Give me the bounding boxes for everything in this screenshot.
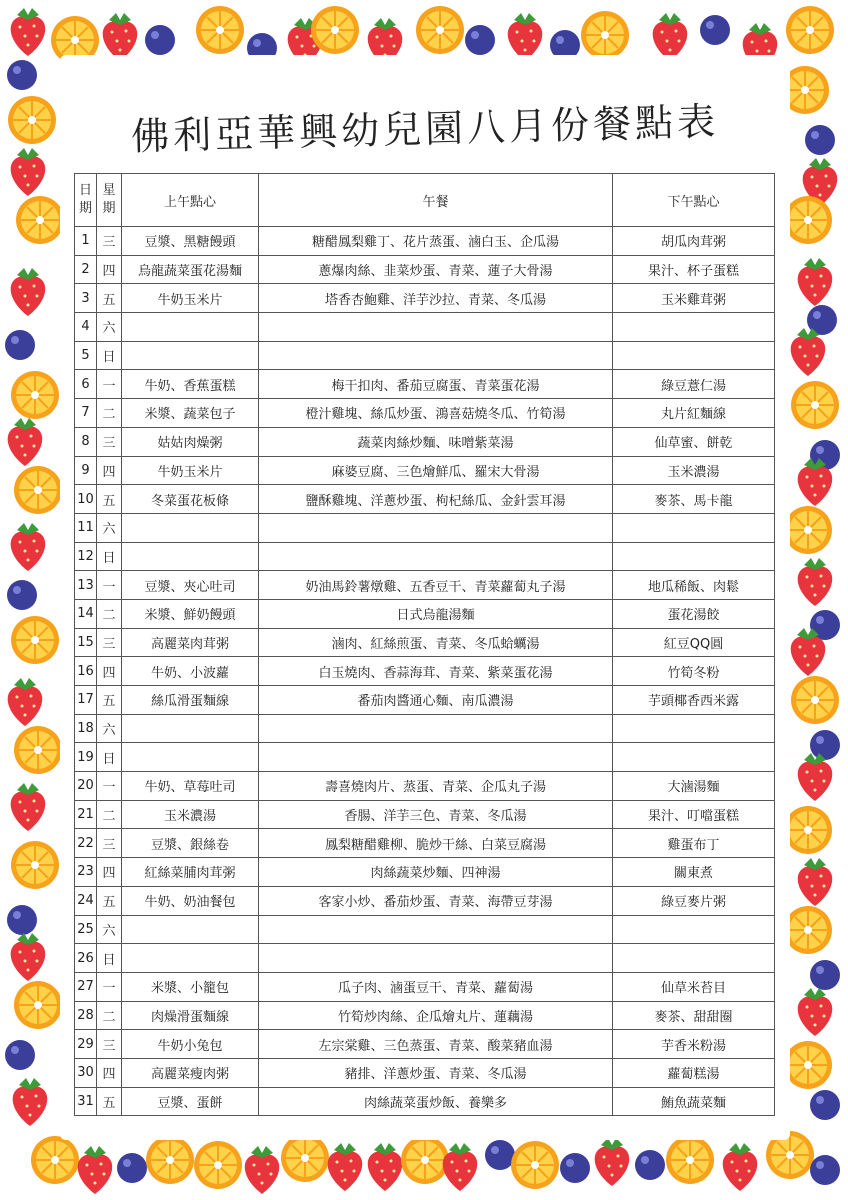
weekday-cell: 六 — [97, 313, 122, 342]
date-cell: 21 — [75, 800, 97, 829]
morning-snack-cell: 高麗菜肉茸粥 — [122, 628, 259, 657]
weekday-cell: 四 — [97, 1058, 122, 1087]
lunch-cell: 滷肉、紅絲煎蛋、青菜、冬瓜蛤蠣湯 — [259, 628, 613, 657]
afternoon-snack-cell: 大滷湯麵 — [613, 772, 775, 801]
header-morning-snack: 上午點心 — [122, 174, 259, 227]
weekday-cell: 五 — [97, 485, 122, 514]
table-row — [75, 915, 775, 944]
weekday-cell: 四 — [97, 858, 122, 887]
afternoon-snack-cell — [613, 513, 775, 542]
morning-snack-cell: 肉燥滑蛋麵線 — [122, 1001, 259, 1030]
table-row — [75, 714, 775, 743]
weekday-cell: 四 — [97, 456, 122, 485]
afternoon-snack-cell: 地瓜稀飯、肉鬆 — [613, 571, 775, 600]
table-row — [75, 427, 775, 456]
afternoon-snack-cell — [613, 714, 775, 743]
weekday-cell: 一 — [97, 370, 122, 399]
weekday-cell: 五 — [97, 1087, 122, 1116]
weekday-cell: 六 — [97, 915, 122, 944]
morning-snack-cell: 高麗菜瘦肉粥 — [122, 1058, 259, 1087]
morning-snack-cell — [122, 341, 259, 370]
afternoon-snack-cell: 鮪魚蔬菜麵 — [613, 1087, 775, 1116]
afternoon-snack-cell: 紅豆QQ圓 — [613, 628, 775, 657]
weekday-cell: 二 — [97, 1001, 122, 1030]
lunch-cell: 蔥爆肉絲、韭菜炒蛋、青菜、蓮子大骨湯 — [259, 255, 613, 284]
header-lunch: 午餐 — [259, 174, 613, 227]
lunch-cell — [259, 313, 613, 342]
date-cell: 1 — [75, 227, 97, 256]
morning-snack-cell: 豆漿、蛋餅 — [122, 1087, 259, 1116]
afternoon-snack-cell: 綠豆麥片粥 — [613, 886, 775, 915]
date-cell: 22 — [75, 829, 97, 858]
date-cell: 2 — [75, 255, 97, 284]
lunch-cell — [259, 944, 613, 973]
afternoon-snack-cell: 綠豆薏仁湯 — [613, 370, 775, 399]
date-cell: 26 — [75, 944, 97, 973]
weekday-cell: 三 — [97, 829, 122, 858]
date-cell: 24 — [75, 886, 97, 915]
date-cell: 30 — [75, 1058, 97, 1087]
morning-snack-cell — [122, 915, 259, 944]
date-cell: 29 — [75, 1030, 97, 1059]
header-date: 日 期 — [75, 174, 97, 227]
morning-snack-cell: 牛奶、奶油餐包 — [122, 886, 259, 915]
morning-snack-cell — [122, 313, 259, 342]
table-row — [75, 886, 775, 915]
morning-snack-cell: 牛奶、小波蘿 — [122, 657, 259, 686]
morning-snack-cell: 冬菜蛋花板條 — [122, 485, 259, 514]
weekday-cell: 三 — [97, 227, 122, 256]
date-cell: 11 — [75, 513, 97, 542]
lunch-cell — [259, 714, 613, 743]
weekday-cell: 日 — [97, 542, 122, 571]
table-row — [75, 399, 775, 428]
table-row — [75, 858, 775, 887]
morning-snack-cell: 牛奶、草莓吐司 — [122, 772, 259, 801]
weekday-cell: 六 — [97, 714, 122, 743]
afternoon-snack-cell: 仙草米苔目 — [613, 972, 775, 1001]
table-row — [75, 513, 775, 542]
date-cell: 19 — [75, 743, 97, 772]
morning-snack-cell: 烏龍蔬菜蛋花湯麵 — [122, 255, 259, 284]
afternoon-snack-cell — [613, 915, 775, 944]
morning-snack-cell: 牛奶玉米片 — [122, 456, 259, 485]
weekday-cell: 一 — [97, 772, 122, 801]
table-row — [75, 370, 775, 399]
table-row — [75, 542, 775, 571]
lunch-cell: 鹽酥雞塊、洋蔥炒蛋、枸杞絲瓜、金針雲耳湯 — [259, 485, 613, 514]
lunch-cell — [259, 743, 613, 772]
menu-table — [74, 173, 775, 1116]
morning-snack-cell — [122, 542, 259, 571]
lunch-cell — [259, 513, 613, 542]
morning-snack-cell: 牛奶玉米片 — [122, 284, 259, 313]
afternoon-snack-cell — [613, 341, 775, 370]
lunch-cell — [259, 341, 613, 370]
morning-snack-cell: 姑姑肉燥粥 — [122, 427, 259, 456]
date-cell: 20 — [75, 772, 97, 801]
afternoon-snack-cell: 玉米雞茸粥 — [613, 284, 775, 313]
lunch-cell: 塔香杏鮑雞、洋芋沙拉、青菜、冬瓜湯 — [259, 284, 613, 313]
morning-snack-cell: 紅絲菜脯肉茸粥 — [122, 858, 259, 887]
date-cell: 12 — [75, 542, 97, 571]
table-row — [75, 686, 775, 715]
table-row — [75, 255, 775, 284]
afternoon-snack-cell: 果汁、杯子蛋糕 — [613, 255, 775, 284]
afternoon-snack-cell: 關東煮 — [613, 858, 775, 887]
weekday-cell: 二 — [97, 599, 122, 628]
table-row — [75, 313, 775, 342]
date-cell: 14 — [75, 599, 97, 628]
lunch-cell: 肉絲蔬菜炒麵、四神湯 — [259, 858, 613, 887]
table-row — [75, 341, 775, 370]
morning-snack-cell: 牛奶小兔包 — [122, 1030, 259, 1059]
date-cell: 28 — [75, 1001, 97, 1030]
table-row — [75, 944, 775, 973]
afternoon-snack-cell: 芋頭椰香西米露 — [613, 686, 775, 715]
afternoon-snack-cell: 麥茶、馬卡龍 — [613, 485, 775, 514]
weekday-cell: 三 — [97, 427, 122, 456]
lunch-cell: 香腸、洋芋三色、青菜、冬瓜湯 — [259, 800, 613, 829]
date-cell: 10 — [75, 485, 97, 514]
morning-snack-cell: 米漿、小籠包 — [122, 972, 259, 1001]
weekday-cell: 三 — [97, 628, 122, 657]
date-cell: 25 — [75, 915, 97, 944]
morning-snack-cell: 絲瓜滑蛋麵線 — [122, 686, 259, 715]
table-row — [75, 972, 775, 1001]
afternoon-snack-cell: 玉米濃湯 — [613, 456, 775, 485]
weekday-cell: 二 — [97, 800, 122, 829]
lunch-cell — [259, 915, 613, 944]
header-weekday: 星 期 — [97, 174, 122, 227]
afternoon-snack-cell — [613, 743, 775, 772]
weekday-cell: 日 — [97, 341, 122, 370]
table-row — [75, 743, 775, 772]
morning-snack-cell: 牛奶、香蕉蛋糕 — [122, 370, 259, 399]
weekday-cell: 日 — [97, 743, 122, 772]
header-row — [75, 174, 775, 227]
table-row — [75, 829, 775, 858]
lunch-cell: 日式烏龍湯麵 — [259, 599, 613, 628]
date-cell: 13 — [75, 571, 97, 600]
lunch-cell: 肉絲蔬菜蛋炒飯、養樂多 — [259, 1087, 613, 1116]
date-cell: 16 — [75, 657, 97, 686]
afternoon-snack-cell: 麥茶、甜甜圈 — [613, 1001, 775, 1030]
morning-snack-cell: 豆漿、夾心吐司 — [122, 571, 259, 600]
weekday-cell: 六 — [97, 513, 122, 542]
lunch-cell: 蔬菜肉絲炒麵、味噌紫菜湯 — [259, 427, 613, 456]
afternoon-snack-cell — [613, 313, 775, 342]
date-cell: 6 — [75, 370, 97, 399]
afternoon-snack-cell: 胡瓜肉茸粥 — [613, 227, 775, 256]
header-afternoon-snack: 下午點心 — [613, 174, 775, 227]
morning-snack-cell: 米漿、蔬菜包子 — [122, 399, 259, 428]
lunch-cell: 鳳梨糖醋雞柳、脆炒干絲、白菜豆腐湯 — [259, 829, 613, 858]
afternoon-snack-cell: 丸片紅麵線 — [613, 399, 775, 428]
menu-body — [75, 227, 775, 1116]
date-cell: 23 — [75, 858, 97, 887]
table-row — [75, 485, 775, 514]
date-cell: 9 — [75, 456, 97, 485]
afternoon-snack-cell: 芋香米粉湯 — [613, 1030, 775, 1059]
lunch-cell: 橙汁雞塊、絲瓜炒蛋、鴻喜菇燒冬瓜、竹筍湯 — [259, 399, 613, 428]
afternoon-snack-cell — [613, 944, 775, 973]
lunch-cell: 瓜子肉、滷蛋豆干、青菜、蘿蔔湯 — [259, 972, 613, 1001]
morning-snack-cell — [122, 714, 259, 743]
table-row — [75, 599, 775, 628]
weekday-cell: 四 — [97, 657, 122, 686]
morning-snack-cell: 豆漿、黑糖饅頭 — [122, 227, 259, 256]
table-row — [75, 657, 775, 686]
date-cell: 17 — [75, 686, 97, 715]
morning-snack-cell — [122, 944, 259, 973]
lunch-cell: 壽喜燒肉片、蒸蛋、青菜、企瓜丸子湯 — [259, 772, 613, 801]
lunch-cell: 糖醋鳳梨雞丁、花片蒸蛋、滷白玉、企瓜湯 — [259, 227, 613, 256]
date-cell: 7 — [75, 399, 97, 428]
morning-snack-cell: 豆漿、銀絲卷 — [122, 829, 259, 858]
weekday-cell: 一 — [97, 972, 122, 1001]
date-cell: 8 — [75, 427, 97, 456]
lunch-cell: 豬排、洋蔥炒蛋、青菜、冬瓜湯 — [259, 1058, 613, 1087]
morning-snack-cell: 米漿、鮮奶饅頭 — [122, 599, 259, 628]
table-row — [75, 800, 775, 829]
table-row — [75, 1058, 775, 1087]
table-row — [75, 1001, 775, 1030]
weekday-cell: 四 — [97, 255, 122, 284]
date-cell: 31 — [75, 1087, 97, 1116]
date-cell: 5 — [75, 341, 97, 370]
weekday-cell: 日 — [97, 944, 122, 973]
date-cell: 15 — [75, 628, 97, 657]
afternoon-snack-cell: 果汁、叮噹蛋糕 — [613, 800, 775, 829]
table-row — [75, 227, 775, 256]
lunch-cell: 番茄肉醬通心麵、南瓜濃湯 — [259, 686, 613, 715]
lunch-cell: 左宗棠雞、三色蒸蛋、青菜、酸菜豬血湯 — [259, 1030, 613, 1059]
weekday-cell: 三 — [97, 1030, 122, 1059]
afternoon-snack-cell: 蘿蔔糕湯 — [613, 1058, 775, 1087]
weekday-cell: 五 — [97, 686, 122, 715]
table-row — [75, 628, 775, 657]
date-cell: 4 — [75, 313, 97, 342]
table-row — [75, 772, 775, 801]
table-row — [75, 456, 775, 485]
date-cell: 18 — [75, 714, 97, 743]
lunch-cell: 竹筍炒肉絲、企瓜燴丸片、蓮藕湯 — [259, 1001, 613, 1030]
afternoon-snack-cell: 蛋花湯餃 — [613, 599, 775, 628]
weekday-cell: 二 — [97, 399, 122, 428]
lunch-cell: 客家小炒、番茄炒蛋、青菜、海帶豆芽湯 — [259, 886, 613, 915]
lunch-cell: 麻婆豆腐、三色燴鮮瓜、羅宋大骨湯 — [259, 456, 613, 485]
lunch-cell: 梅干扣肉、番茄豆腐蛋、青菜蛋花湯 — [259, 370, 613, 399]
lunch-cell: 奶油馬鈴薯燉雞、五香豆干、青菜蘿蔔丸子湯 — [259, 571, 613, 600]
weekday-cell: 五 — [97, 284, 122, 313]
weekday-cell: 一 — [97, 571, 122, 600]
table-row — [75, 1087, 775, 1116]
lunch-cell: 白玉燒肉、香蒜海茸、青菜、紫菜蛋花湯 — [259, 657, 613, 686]
afternoon-snack-cell: 仙草蜜、餅乾 — [613, 427, 775, 456]
table-row — [75, 284, 775, 313]
date-cell: 27 — [75, 972, 97, 1001]
page-title: 佛利亞華興幼兒園八月份餐點表 — [130, 99, 720, 159]
table-row — [75, 571, 775, 600]
weekday-cell: 五 — [97, 886, 122, 915]
date-cell: 3 — [75, 284, 97, 313]
morning-snack-cell — [122, 743, 259, 772]
morning-snack-cell: 玉米濃湯 — [122, 800, 259, 829]
table-row — [75, 1030, 775, 1059]
afternoon-snack-cell: 雞蛋布丁 — [613, 829, 775, 858]
morning-snack-cell — [122, 513, 259, 542]
afternoon-snack-cell: 竹筍冬粉 — [613, 657, 775, 686]
lunch-cell — [259, 542, 613, 571]
afternoon-snack-cell — [613, 542, 775, 571]
